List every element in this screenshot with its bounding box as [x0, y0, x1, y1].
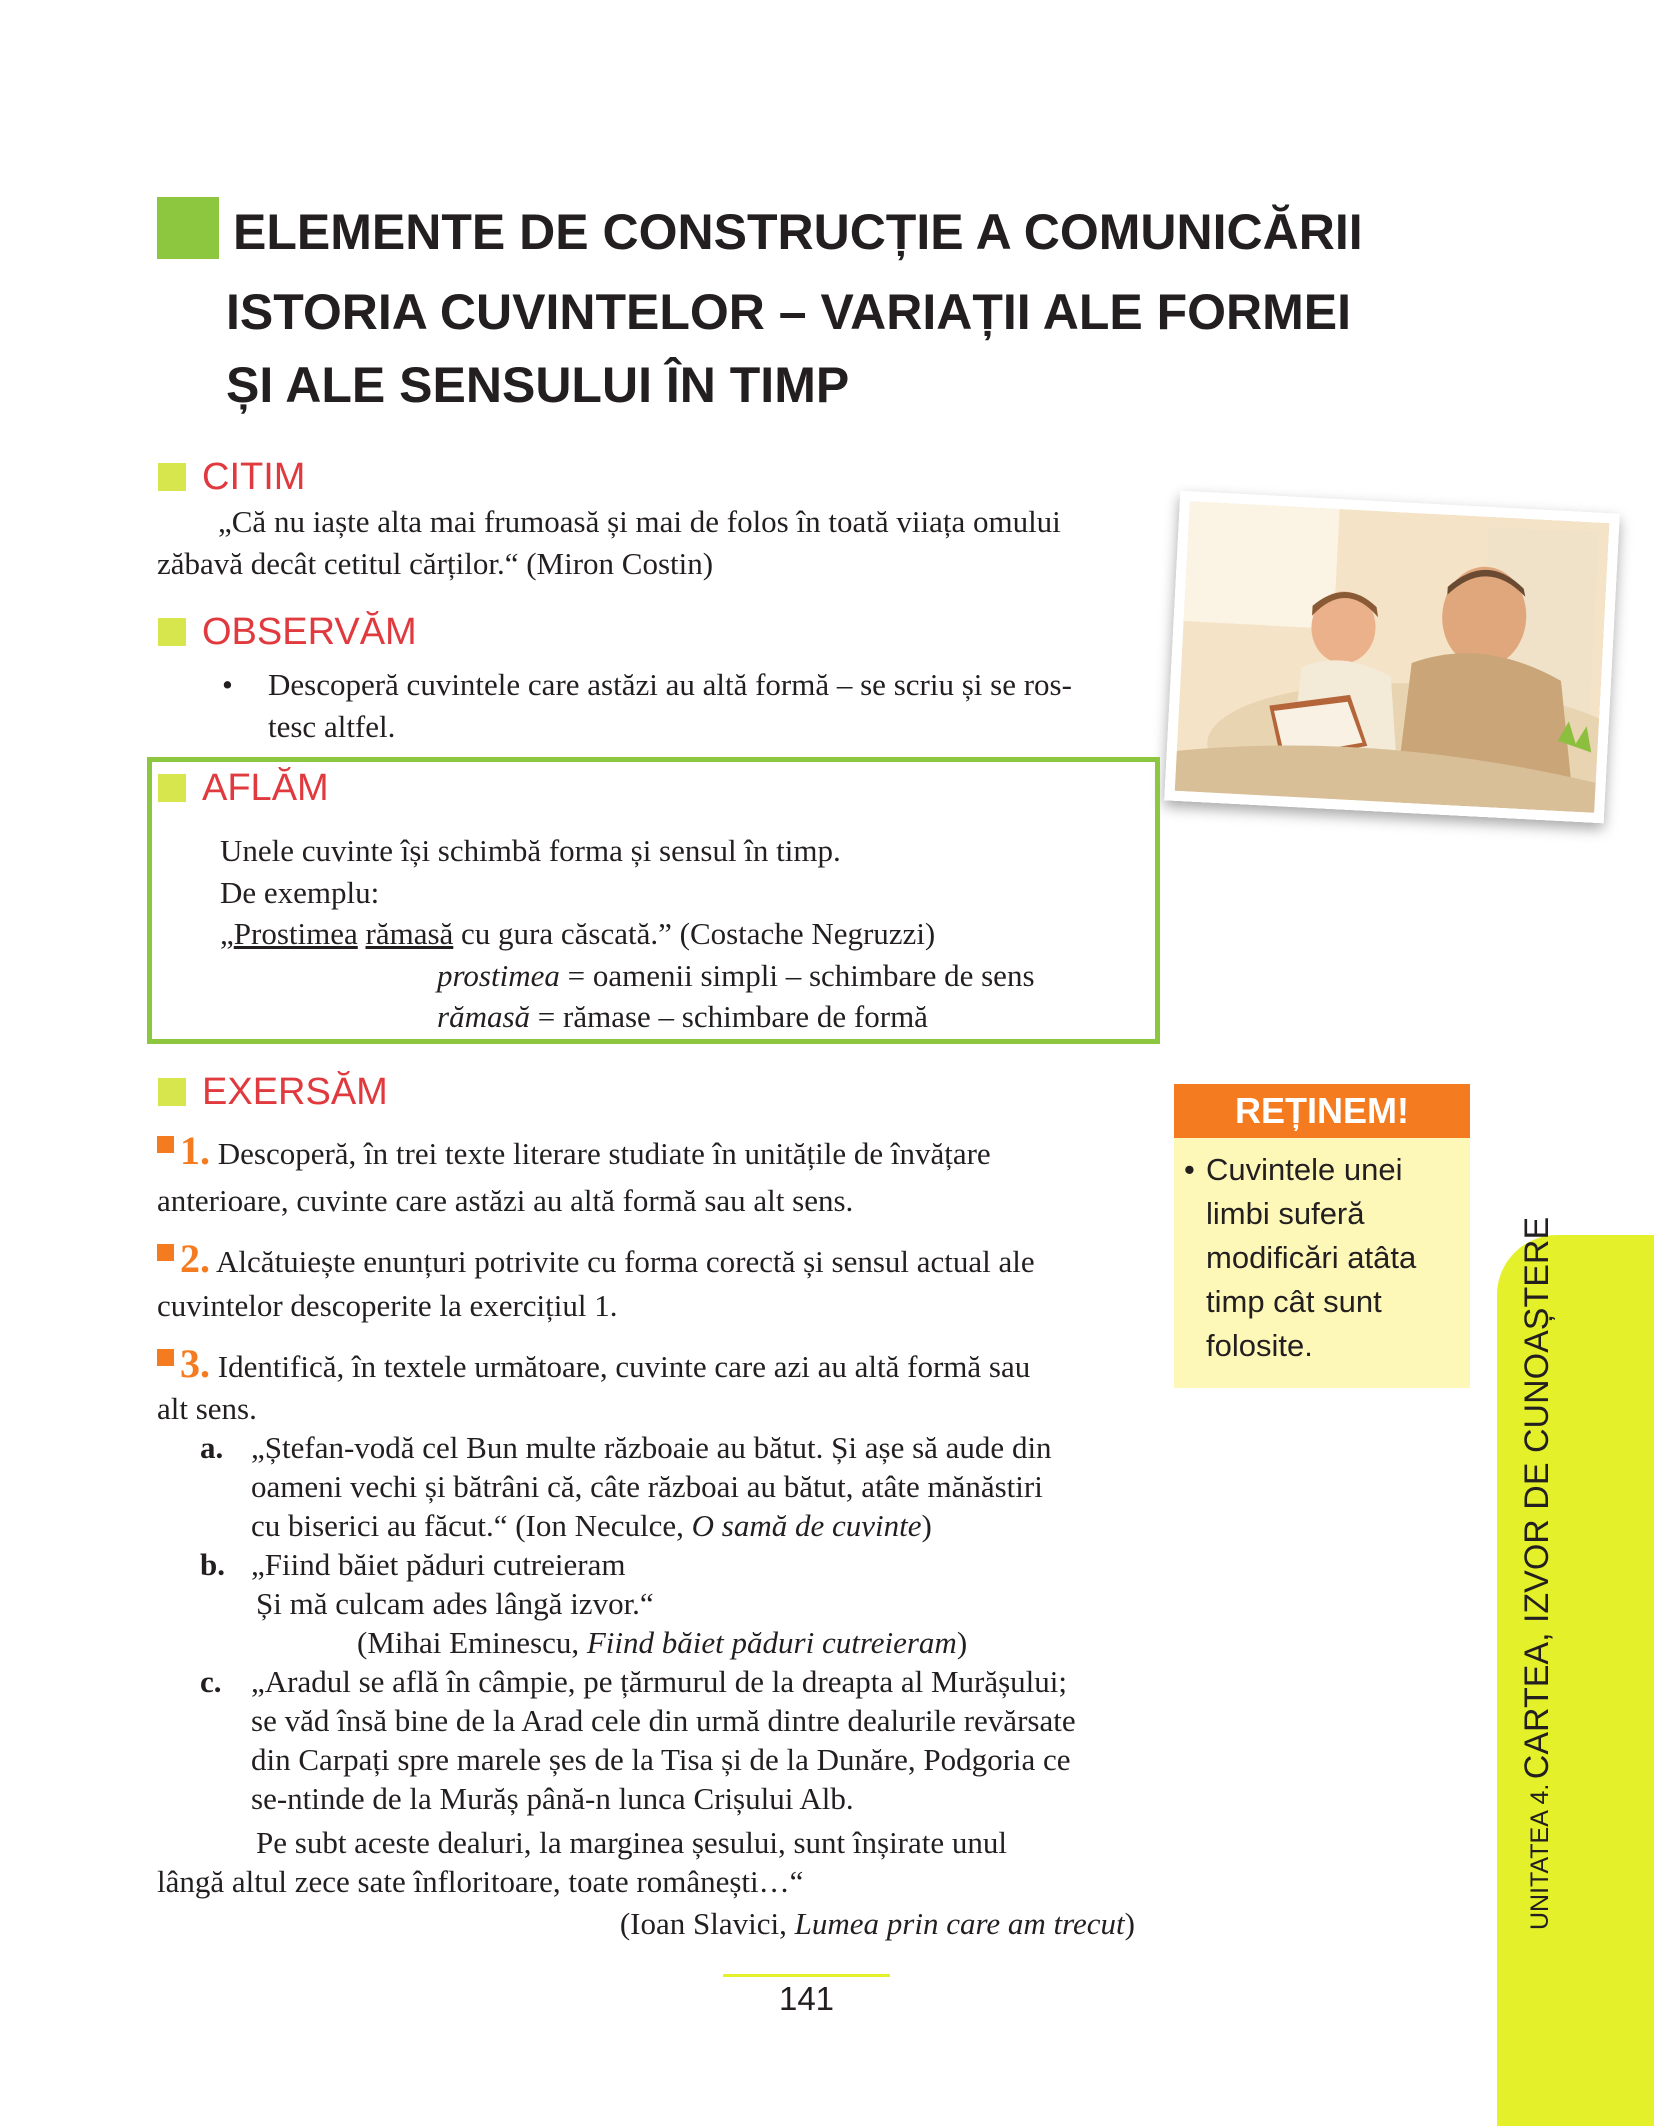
retinem-text: Cuvintele unei limbi suferă modificări atâta timp cât sunt folosite. — [1206, 1152, 1417, 1363]
example-open-quote: „ — [220, 916, 234, 951]
page-number: 141 — [778, 1980, 835, 2017]
item-label: c. — [200, 1664, 222, 1699]
exercise-2-line-2: cuvintelor descoperite la exercițiul 1. — [157, 1288, 618, 1323]
unit-title: CARTEA, IZVOR DE CUNOAȘTERE — [1518, 1216, 1556, 1780]
page-title-line-2: ISTORIA CUVINTELOR – VARIAȚII ALE FORMEI — [226, 284, 1352, 340]
exercise-text-line-1: Alcătuiește enunțuri potrivite cu forma corectă și sensul actual ale — [216, 1244, 1035, 1279]
section-label: CITIM — [202, 456, 306, 498]
exercise-1-line-2: anterioare, cuvinte care astăzi au altă formă sau alt sens. — [157, 1183, 854, 1218]
page-number-rule — [723, 1974, 890, 1977]
item-a-line-2: oameni vechi și bătrâni că, câte războai au bătut, atâte mănăstiri — [251, 1469, 1043, 1504]
definition-text: = oamenii simpli – schimbare de sens — [559, 958, 1035, 993]
unit-side-label — [1512, 1216, 1562, 1930]
exercise-marker — [157, 1244, 174, 1261]
item-c-line-3: din Carpați spre marele șes de la Tisa și de la Dunăre, Podgoria ce — [251, 1742, 1071, 1777]
exercise-marker — [157, 1136, 174, 1153]
unit-number: UNITATEA 4. — [1526, 1783, 1554, 1930]
citation-text: (Mihai Eminescu, — [357, 1625, 587, 1660]
example-rest: cu gura căscată.” (Costache Negruzzi) — [453, 916, 936, 951]
section-marker — [158, 618, 186, 646]
item-c-line-6: lângă altul zece sate înfloritoare, toate românești…“ — [157, 1864, 804, 1899]
aflam-definition-1 — [437, 955, 1035, 996]
exercise-number: 1. — [180, 1128, 210, 1173]
item-c-label — [200, 1661, 222, 1702]
retinem-heading: REȚINEM! — [1174, 1084, 1470, 1138]
citation-close: ) — [921, 1508, 932, 1543]
aflam-line-1: Unele cuvinte își schimbă forma și sensul în timp. — [220, 833, 841, 868]
item-c-line-4: se-ntinde de la Murăș până-n lunca Crișului Alb. — [251, 1781, 854, 1816]
item-c-line-1: „Aradul se află în câmpie, pe țărmurul de la dreapta al Murășului; — [251, 1664, 1068, 1699]
section-label: AFLĂM — [202, 767, 329, 809]
observam-bullet: • — [222, 667, 233, 702]
item-label: a. — [200, 1430, 224, 1465]
page-title-line-3: ȘI ALE SENSULUI ÎN TIMP — [226, 357, 850, 413]
exercise-3 — [157, 1343, 1135, 1387]
example-word-ramasa: rămasă — [365, 916, 454, 951]
citation-text: (Ioan Slavici, — [619, 1906, 795, 1941]
citation-title: O samă de cuvinte — [691, 1508, 922, 1543]
citation-close: ) — [1124, 1906, 1135, 1941]
exercise-3-line-2: alt sens. — [157, 1391, 257, 1426]
section-label: EXERSĂM — [202, 1071, 388, 1113]
exercise-number: 2. — [180, 1236, 210, 1281]
item-label: b. — [200, 1547, 225, 1582]
section-marker — [158, 1078, 186, 1106]
definition-term: rămasă — [437, 999, 531, 1034]
definition-text: = rămase – schimbare de formă — [530, 999, 928, 1034]
observam-item-line-1: Descoperă cuvintele care astăzi au altă formă – se scriu și se ros- — [268, 667, 1072, 702]
retinem-bullet: • — [1184, 1152, 1195, 1187]
item-b-label — [200, 1544, 225, 1585]
exercise-text-line-1: Descoperă, în trei texte literare studiate în unitățile de învățare — [217, 1136, 991, 1171]
item-a-line-3 — [251, 1505, 932, 1546]
exercise-text-line-1: Identifică, în textele următoare, cuvinte care azi au altă formă sau — [217, 1349, 1031, 1384]
citation-text: cu biserici au făcut.“ (Ion Neculce, — [251, 1508, 692, 1543]
grandfather-child-reading-illustration — [1175, 501, 1610, 813]
item-c-source — [580, 1903, 1135, 1944]
citation-title: Fiind băiet păduri cutreieram — [586, 1625, 957, 1660]
section-label: OBSERVĂM — [202, 611, 417, 653]
item-a-label — [200, 1427, 223, 1468]
page-title-line-1: ELEMENTE DE CONSTRUCȚIE A COMUNICĂRII — [233, 204, 1363, 260]
item-a-line-1: „Ștefan-vodă cel Bun multe războaie au bătut. Și așe să aude din — [251, 1430, 1052, 1465]
item-c-line-2: se văd însă bine de la Arad cele din urmă dintre dealurile revărsate — [251, 1703, 1076, 1738]
citim-quote-line-2: zăbavă decât cetitul cărților.“ (Miron Costin) — [157, 546, 714, 581]
observam-item-line-2: tesc altfel. — [268, 709, 396, 744]
citation-title: Lumea prin care am trecut — [794, 1906, 1125, 1941]
exercise-number: 3. — [180, 1341, 210, 1386]
aflam-definition-2 — [437, 996, 928, 1037]
exercise-marker — [157, 1349, 174, 1366]
citim-quote-line-1: „Că nu iaște alta mai frumoasă și mai de folos în toată viiața omului — [218, 504, 1061, 539]
exercise-1 — [157, 1130, 1135, 1174]
section-marker — [158, 774, 186, 802]
aflam-example — [220, 913, 935, 954]
reading-photo — [1164, 491, 1620, 824]
citation-close: ) — [956, 1625, 968, 1660]
example-word-prostimea: Prostimea — [233, 916, 358, 951]
title-marker — [157, 197, 219, 259]
item-c-line-5: Pe subt aceste dealuri, la marginea șesului, sunt înșirate unul — [256, 1825, 1007, 1860]
section-marker — [158, 463, 186, 491]
definition-term: prostimea — [437, 958, 560, 993]
aflam-line-2: De exemplu: — [220, 875, 380, 910]
example-space — [358, 916, 366, 951]
item-b-line-2: Și mă culcam ades lângă izvor.“ — [256, 1586, 654, 1621]
item-b-source — [357, 1622, 967, 1663]
exercise-2 — [157, 1238, 1135, 1282]
item-b-line-1: „Fiind băiet păduri cutreieram — [251, 1547, 626, 1582]
retinem-box — [1174, 1138, 1470, 1388]
